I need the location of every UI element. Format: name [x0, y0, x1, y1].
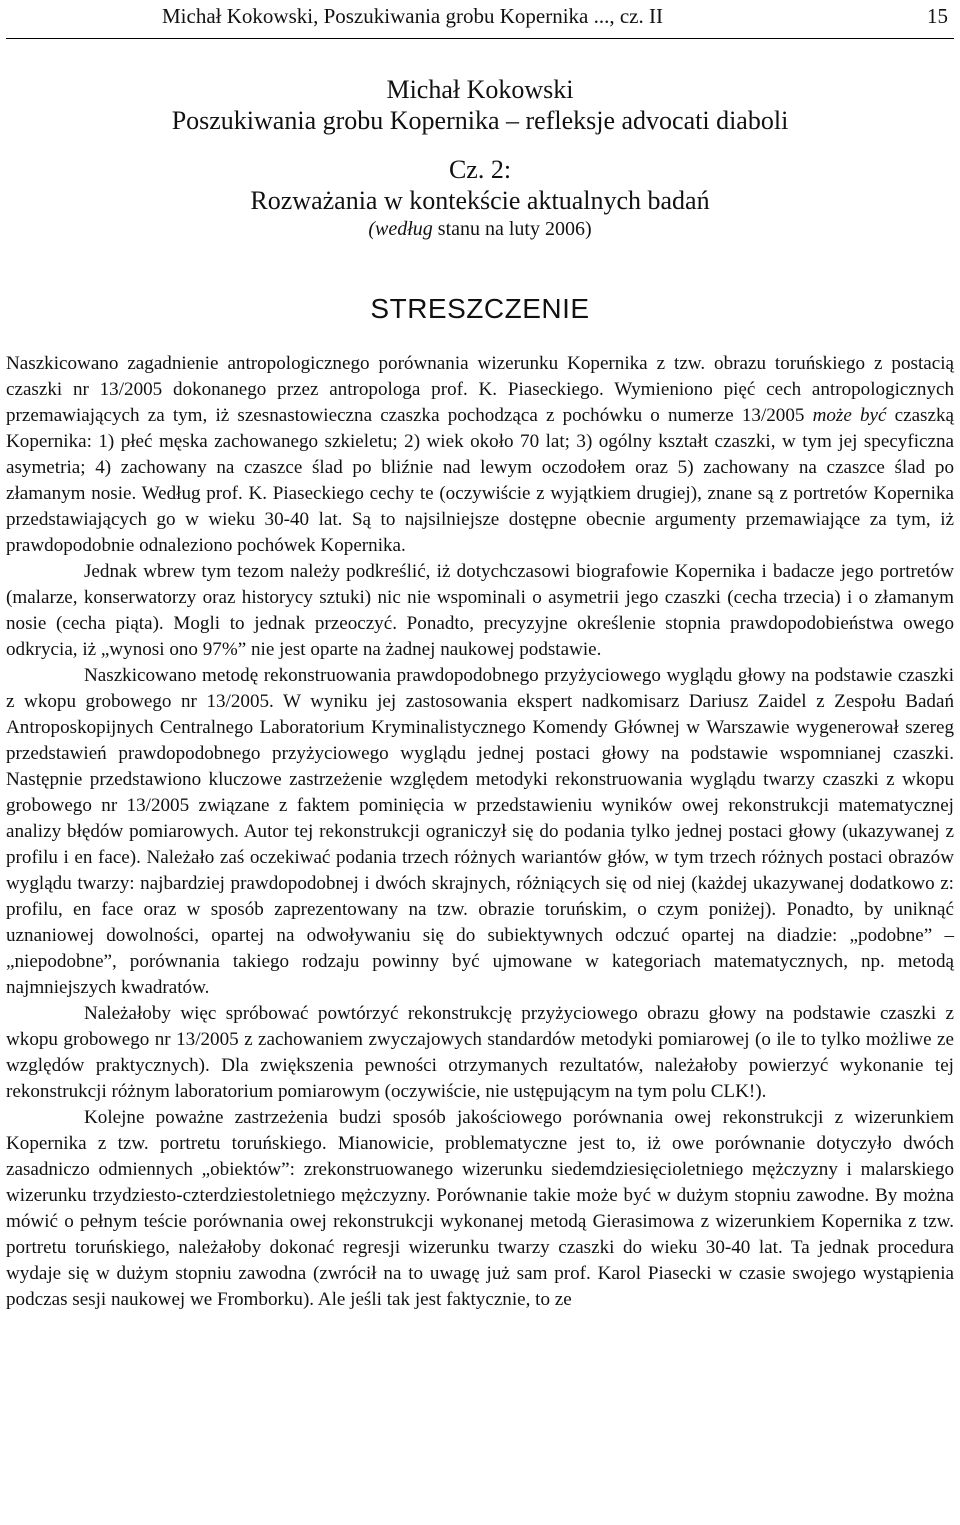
- paragraph-1-part-a: Naszkicowano zagadnienie antropologicznego porównania wizerunku Kopernika z tzw. obrazu toruńskiego z postacią czaszki nr 13/2005 dokonanego przez antropologa prof. K. Piaseckiego.: [6, 353, 954, 400]
- main-title: Poszukiwania grobu Kopernika – refleksje advocati diaboli: [171, 106, 789, 135]
- part-title: Rozważania w kontekście aktualnych badań: [250, 186, 710, 215]
- paragraph-3: Naszkicowano metodę rekonstruowania prawdopodobnego przyżyciowego wyglądu głowy na podstawie czaszki z wkopu grobowego nr 13/2005. W wyniku jej zastosowania ekspert nadkomisarz Dariusz Zaidel z Zespołu Badań Antroposkopijnych Centralnego Laboratorium Kryminalistycznego Komendy Głównej w Warszawie wygenerował szereg przedstawień prawdopodobnego przyżyciowego wyglądu jednej postaci głowy na podstawie wspomnianej czaszki. Następnie przedstawiono kluczowe zastrzeżenie względem metodyki rekonstruowania wyglądu twarzy czaszki z wkopu grobowego nr 13/2005 związane z faktem pominięcia w przedstawieniu wyników owej rekonstrukcji matematycznej analizy błędów pomiarowych. Autor tej rekonstrukcji ograniczył się do podania tylko jednej postaci głowy (ukazywanej z profilu i en face). Należało zaś oczekiwać podania trzech różnych wariantów głów, w tym trzech różnych postaci obrazów wyglądu twarzy: najbardziej prawdopodobnej i dwóch skrajnych, różniących się od niej (każdej ukazywanej dodatkowo z: profilu, en face oraz w sposób zaprezentowany na tzw. obrazie toruńskim, o czym poniżej). Ponadto, by uniknąć uznaniowej dowolności, opartej na odwoływaniu się do subiektywnych odczuć opartej na diadzie: „podobne” – „niepodobne”, porównania takiego rodzaju powinny być ujmowane w kategoriach matematycznych, np. metodą najmniejszych kwadratów.: [6, 665, 954, 998]
- title-block: [0, 74, 960, 326]
- paragraph-1-italic: może być: [812, 405, 887, 426]
- part-number: Cz. 2:: [448, 155, 512, 184]
- paragraph-5: Kolejne poważne zastrzeżenia budzi sposób jakościowego porównania owej rekonstrukcji z wizerunkiem Kopernika z tzw. portretu toruńskiego. Mianowicie, problematyczne jest to, iż owe porównanie dotyczyło dwóch zasadniczo odmiennych „obiektów”: zrekonstruowanego wizerunku siedemdziesięcioletniego mężczyzny i malarskiego wizerunku trzydziesto-czterdziestoletniego mężczyzny. Porównanie takie może być w dużym stopniu zawodne. By można mówić o pełnym teście porównania owej rekonstrukcji wykonanej metodą Gierasimowa z wizerunkiem Kopernika z tzw. portretu toruńskiego, należałoby dokonać regresji wizerunku twarzy czaszki do wieku 30-40 lat. Ta jednak procedura wydaje się w dużym stopniu zawodna (zwrócił na to uwagę już sam prof. Karol Piasecki w czasie swojego wystąpienia podczas sesji naukowej we Fromborku). Ale jeśli tak jest faktycznie, to ze: [6, 1107, 954, 1310]
- page-number: 15: [927, 4, 948, 28]
- paragraph-2: Jednak wbrew tym tezom należy podkreślić, iż dotychczasowi biografowie Kopernika i badacze jego portretów (malarze, konserwatorzy oraz historycy sztuki) nic nie wspominali o asymetrii jego czaszki (cecha trzecia) i o złamanym nosie (cecha piąta). Mogli to jednak przeoczyć. Ponadto, precyzyjne określenie stopnia prawdopodobieństwa owego odkrycia, iż „wynosi ono 97%” nie jest oparte na żadnej naukowej podstawie.: [6, 561, 954, 660]
- paragraph-1-part-c: czaszką Kopernika: 1) płeć męska zachowanego szkieletu; 2) wiek około 70 lat; 3) ogólny kształt czaszki, w tym jej specyficzna asymetria; 4) zachowany na czaszce ślad po bliźnie nad lewym oczodołem oraz 5) zachowany na czaszce ślad po złamanym nosie. Według prof. K. Piaseckiego cechy te (oczywiście z wyjątkiem drugiej), znane są z portretów Kopernika przedstawiających go w wieku 30-40 lat. Są to najsilniejsze dostępne obecnie argumenty przemawiające za tym, iż prawdopodobnie odnaleziono pochówek Kopernika.: [6, 405, 954, 556]
- paragraph-1: [6, 351, 954, 559]
- date-note-rest: stanu na luty 2006): [432, 218, 592, 240]
- author-name: Michał Kokowski: [386, 75, 574, 104]
- paragraph-1-part-b: Wymieniono pięć cech antropologicznych przemawiających za tym, iż szesnastowieczna czaszka pochodząca z pochówku o numerze 13/2005: [6, 379, 954, 426]
- date-note: [0, 216, 960, 242]
- running-title: Michał Kokowski, Poszukiwania grobu Kopernika ..., cz. II: [162, 4, 663, 28]
- date-note-italic: (według: [368, 218, 433, 240]
- abstract-body: [6, 351, 954, 1313]
- running-header: [0, 0, 960, 44]
- paragraph-4: Należałoby więc spróbować powtórzyć rekonstrukcję przyżyciowego obrazu głowy na podstawie czaszki z wkopu grobowego nr 13/2005 z zachowaniem zwyczajowych standardów metodyki pomiarowej (o ile to tylko możliwe ze względów praktycznych). Dla zwiększenia pewności otrzymanych rezultatów, należałoby powierzyć wykonanie tej rekonstrukcji różnym laboratorium pomiarowym (oczywiście, nie ustępującym na tym polu CLK!).: [6, 1003, 954, 1102]
- header-rule: [6, 38, 954, 39]
- abstract-heading: STRESZCZENIE: [370, 293, 590, 324]
